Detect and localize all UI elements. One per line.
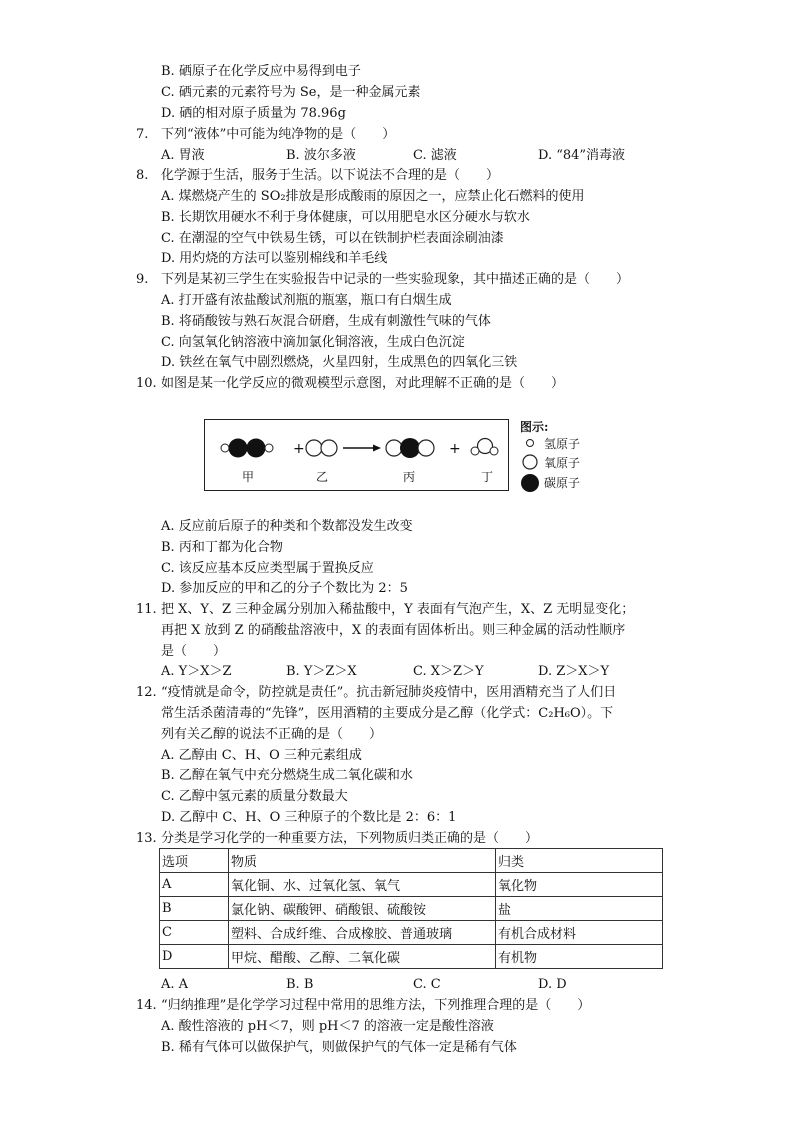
option: C. X＞Z＞Y: [413, 664, 484, 679]
option-line: A. 反应前后原子的种类和个数都没发生改变: [161, 519, 413, 534]
option-line: C. 该反应基本反应类型属于置换反应: [161, 561, 374, 576]
diagram-label: 甲: [242, 470, 255, 484]
option: B. B: [286, 977, 314, 992]
plus-sign: +: [293, 441, 305, 457]
table-cell: C: [160, 921, 229, 945]
oxygen-atom: [306, 440, 322, 456]
table-cell: 氯化钠、碳酸钾、硝酸银、硫酸铵: [229, 897, 496, 921]
option: C. 滤液: [413, 148, 457, 163]
option-line: D. 参加反应的甲和乙的分子个数比为 2：5: [161, 581, 408, 596]
table-row: [160, 921, 663, 945]
option: A. Y＞X＞Z: [161, 664, 232, 679]
option-line: B. 长期饮用硬水不利于身体健康，可以用肥皂水区分硬水与软水: [161, 210, 530, 225]
table-header: 物质: [229, 849, 496, 873]
q7-options: [161, 147, 721, 165]
table-cell: A: [160, 873, 229, 897]
question-number: 12.: [136, 685, 157, 700]
legend-swatches: [520, 434, 544, 498]
option-line: A. 打开盛有浓盐酸试剂瓶的瓶塞，瓶口有白烟生成: [161, 293, 452, 308]
hydrogen-atom: [221, 444, 229, 452]
carbon-atom: [247, 439, 266, 458]
plus-sign: +: [449, 441, 461, 457]
option-line: A. 煤燃烧产生的 SO₂排放是形成酸雨的原因之一，应禁止化石燃料的使用: [161, 189, 585, 204]
oxygen-atom-icon: [523, 455, 537, 469]
hydrogen-atom: [490, 447, 498, 455]
question-number: 8.: [136, 168, 149, 183]
hydrogen-atom: [265, 444, 273, 452]
table-cell: 有机物: [496, 945, 663, 969]
legend-item: 氧原子: [544, 456, 581, 470]
option: D. “84”消毒液: [538, 148, 626, 163]
question-text: 把 X、Y、Z 三种金属分别加入稀盐酸中，Y 表面有气泡产生，X、Z 无明显变化；: [161, 602, 635, 617]
oxygen-atom: [418, 440, 434, 456]
question-text: 再把 X 放到 Z 的硝酸盐溶液中，X 的表面有固体析出。则三种金属的活动性顺序: [161, 623, 626, 638]
table-header: 归类: [496, 849, 663, 873]
table-cell: 氧化物: [496, 873, 663, 897]
question-text: “疫情就是命令，防控就是责任”。抗击新冠肺炎疫情中，医用酒精充当了人们日: [161, 685, 617, 700]
option-line: B. 稀有气体可以做保护气，则做保护气的气体一定是稀有气体: [161, 1040, 517, 1055]
legend-title: 图示:: [520, 420, 549, 434]
table-row: [160, 897, 663, 921]
table-cell: 氧化铜、水、过氧化氢、氧气: [229, 873, 496, 897]
question-text: 化学源于生活，服务于生活。以下说法不合理的是（ ）: [161, 168, 500, 183]
table-cell: B: [160, 897, 229, 921]
carbon-atom-icon: [521, 474, 539, 492]
oxygen-atom: [321, 440, 337, 456]
arrow-head-icon: [373, 445, 381, 452]
option: B. 波尔多液: [286, 148, 356, 163]
option-line: D. 用灼烧的方法可以鉴别棉线和羊毛线: [161, 251, 388, 266]
q13-options: [161, 976, 721, 994]
question-text: “归纳推理”是化学学习过程中常用的思维方法，下列推理合理的是（ ）: [161, 998, 591, 1013]
question-text: 下列“液体”中可能为纯净物的是（ ）: [161, 127, 396, 142]
option-line: C. 乙醇中氢元素的质量分数最大: [161, 789, 348, 804]
question-number: 14.: [136, 998, 157, 1013]
carbon-atom: [229, 439, 248, 458]
option-line: D. 铁丝在氧气中剧烈燃烧，火星四射，生成黑色的四氧化三铁: [161, 355, 518, 370]
option-line: B. 硒原子在化学反应中易得到电子: [161, 64, 361, 79]
carbon-atom: [400, 438, 420, 458]
table-cell: D: [160, 945, 229, 969]
reaction-diagram: [204, 419, 509, 491]
table-header-row: [160, 849, 663, 873]
oxygen-atom: [386, 440, 402, 456]
question-number: 7.: [136, 127, 149, 142]
option: A. A: [161, 977, 189, 992]
table-header: 选项: [160, 849, 229, 873]
diagram-legend: [520, 418, 600, 496]
q11-options: [161, 663, 721, 681]
option: A. 胃液: [161, 148, 205, 163]
question-number: 10.: [136, 376, 157, 391]
diagram-label: 乙: [316, 470, 329, 484]
option-line: C. 在潮湿的空气中铁易生锈，可以在铁制护栏表面涂刷油漆: [161, 231, 504, 246]
table-row: [160, 873, 663, 897]
option-line: D. 硒的相对原子质量为 78.96g: [161, 106, 346, 121]
option-line: D. 乙醇中 C、H、O 三种原子的个数比是 2：6：1: [161, 810, 457, 825]
hydrogen-atom-icon: [527, 440, 534, 447]
option-line: B. 乙醇在氧气中充分燃烧生成二氧化碳和水: [161, 768, 413, 783]
option-line: C. 硒元素的元素符号为 Se，是一种金属元素: [161, 85, 421, 100]
question-number: 13.: [136, 831, 157, 846]
question-number: 11.: [136, 602, 157, 617]
diagram-label: 丙: [403, 470, 416, 484]
hydrogen-atom: [471, 447, 479, 455]
question-text: 下列是某初三学生在实验报告中记录的一些实验现象，其中描述正确的是（ ）: [161, 272, 630, 287]
option-line: C. 向氢氧化钠溶液中滴加氯化铜溶液，生成白色沉淀: [161, 335, 465, 350]
diagram-label: 丁: [481, 470, 494, 484]
table-cell: 塑料、合成纤维、合成橡胶、普通玻璃: [229, 921, 496, 945]
option-line: A. 酸性溶液的 pH＜7，则 pH＜7 的溶液一定是酸性溶液: [161, 1019, 494, 1034]
question-text: 常生活杀菌清毒的“先锋”，医用酒精的主要成分是乙醇（化学式：C₂H₆O）。下: [161, 706, 614, 721]
question-text: 列有关乙醇的说法不正确的是（ ）: [161, 727, 383, 742]
option-line: A. 乙醇由 C、H、O 三种元素组成: [161, 748, 362, 763]
option-line: B. 将硝酸铵与熟石灰混合研磨，生成有刺激性气味的气体: [161, 314, 491, 329]
option-line: B. 丙和丁都为化合物: [161, 540, 283, 555]
question-text: 如图是某一化学反应的微观模型示意图，对此理解不正确的是（ ）: [161, 376, 565, 391]
question-number: 9.: [136, 272, 149, 287]
option: B. Y＞Z＞X: [286, 664, 357, 679]
table-cell: 有机合成材料: [496, 921, 663, 945]
classification-table: [159, 848, 663, 969]
option: C. C: [413, 977, 441, 992]
option: D. D: [538, 977, 567, 992]
table-row: [160, 945, 663, 969]
legend-item: 氢原子: [544, 437, 581, 451]
table-cell: 盐: [496, 897, 663, 921]
question-text: 分类是学习化学的一种重要方法，下列物质归类正确的是（ ）: [161, 831, 539, 846]
question-text: 是（ ）: [161, 644, 227, 659]
legend-item: 碳原子: [544, 476, 581, 490]
table-cell: 甲烷、醋酸、乙醇、二氧化碳: [229, 945, 496, 969]
option: D. Z＞X＞Y: [538, 664, 610, 679]
